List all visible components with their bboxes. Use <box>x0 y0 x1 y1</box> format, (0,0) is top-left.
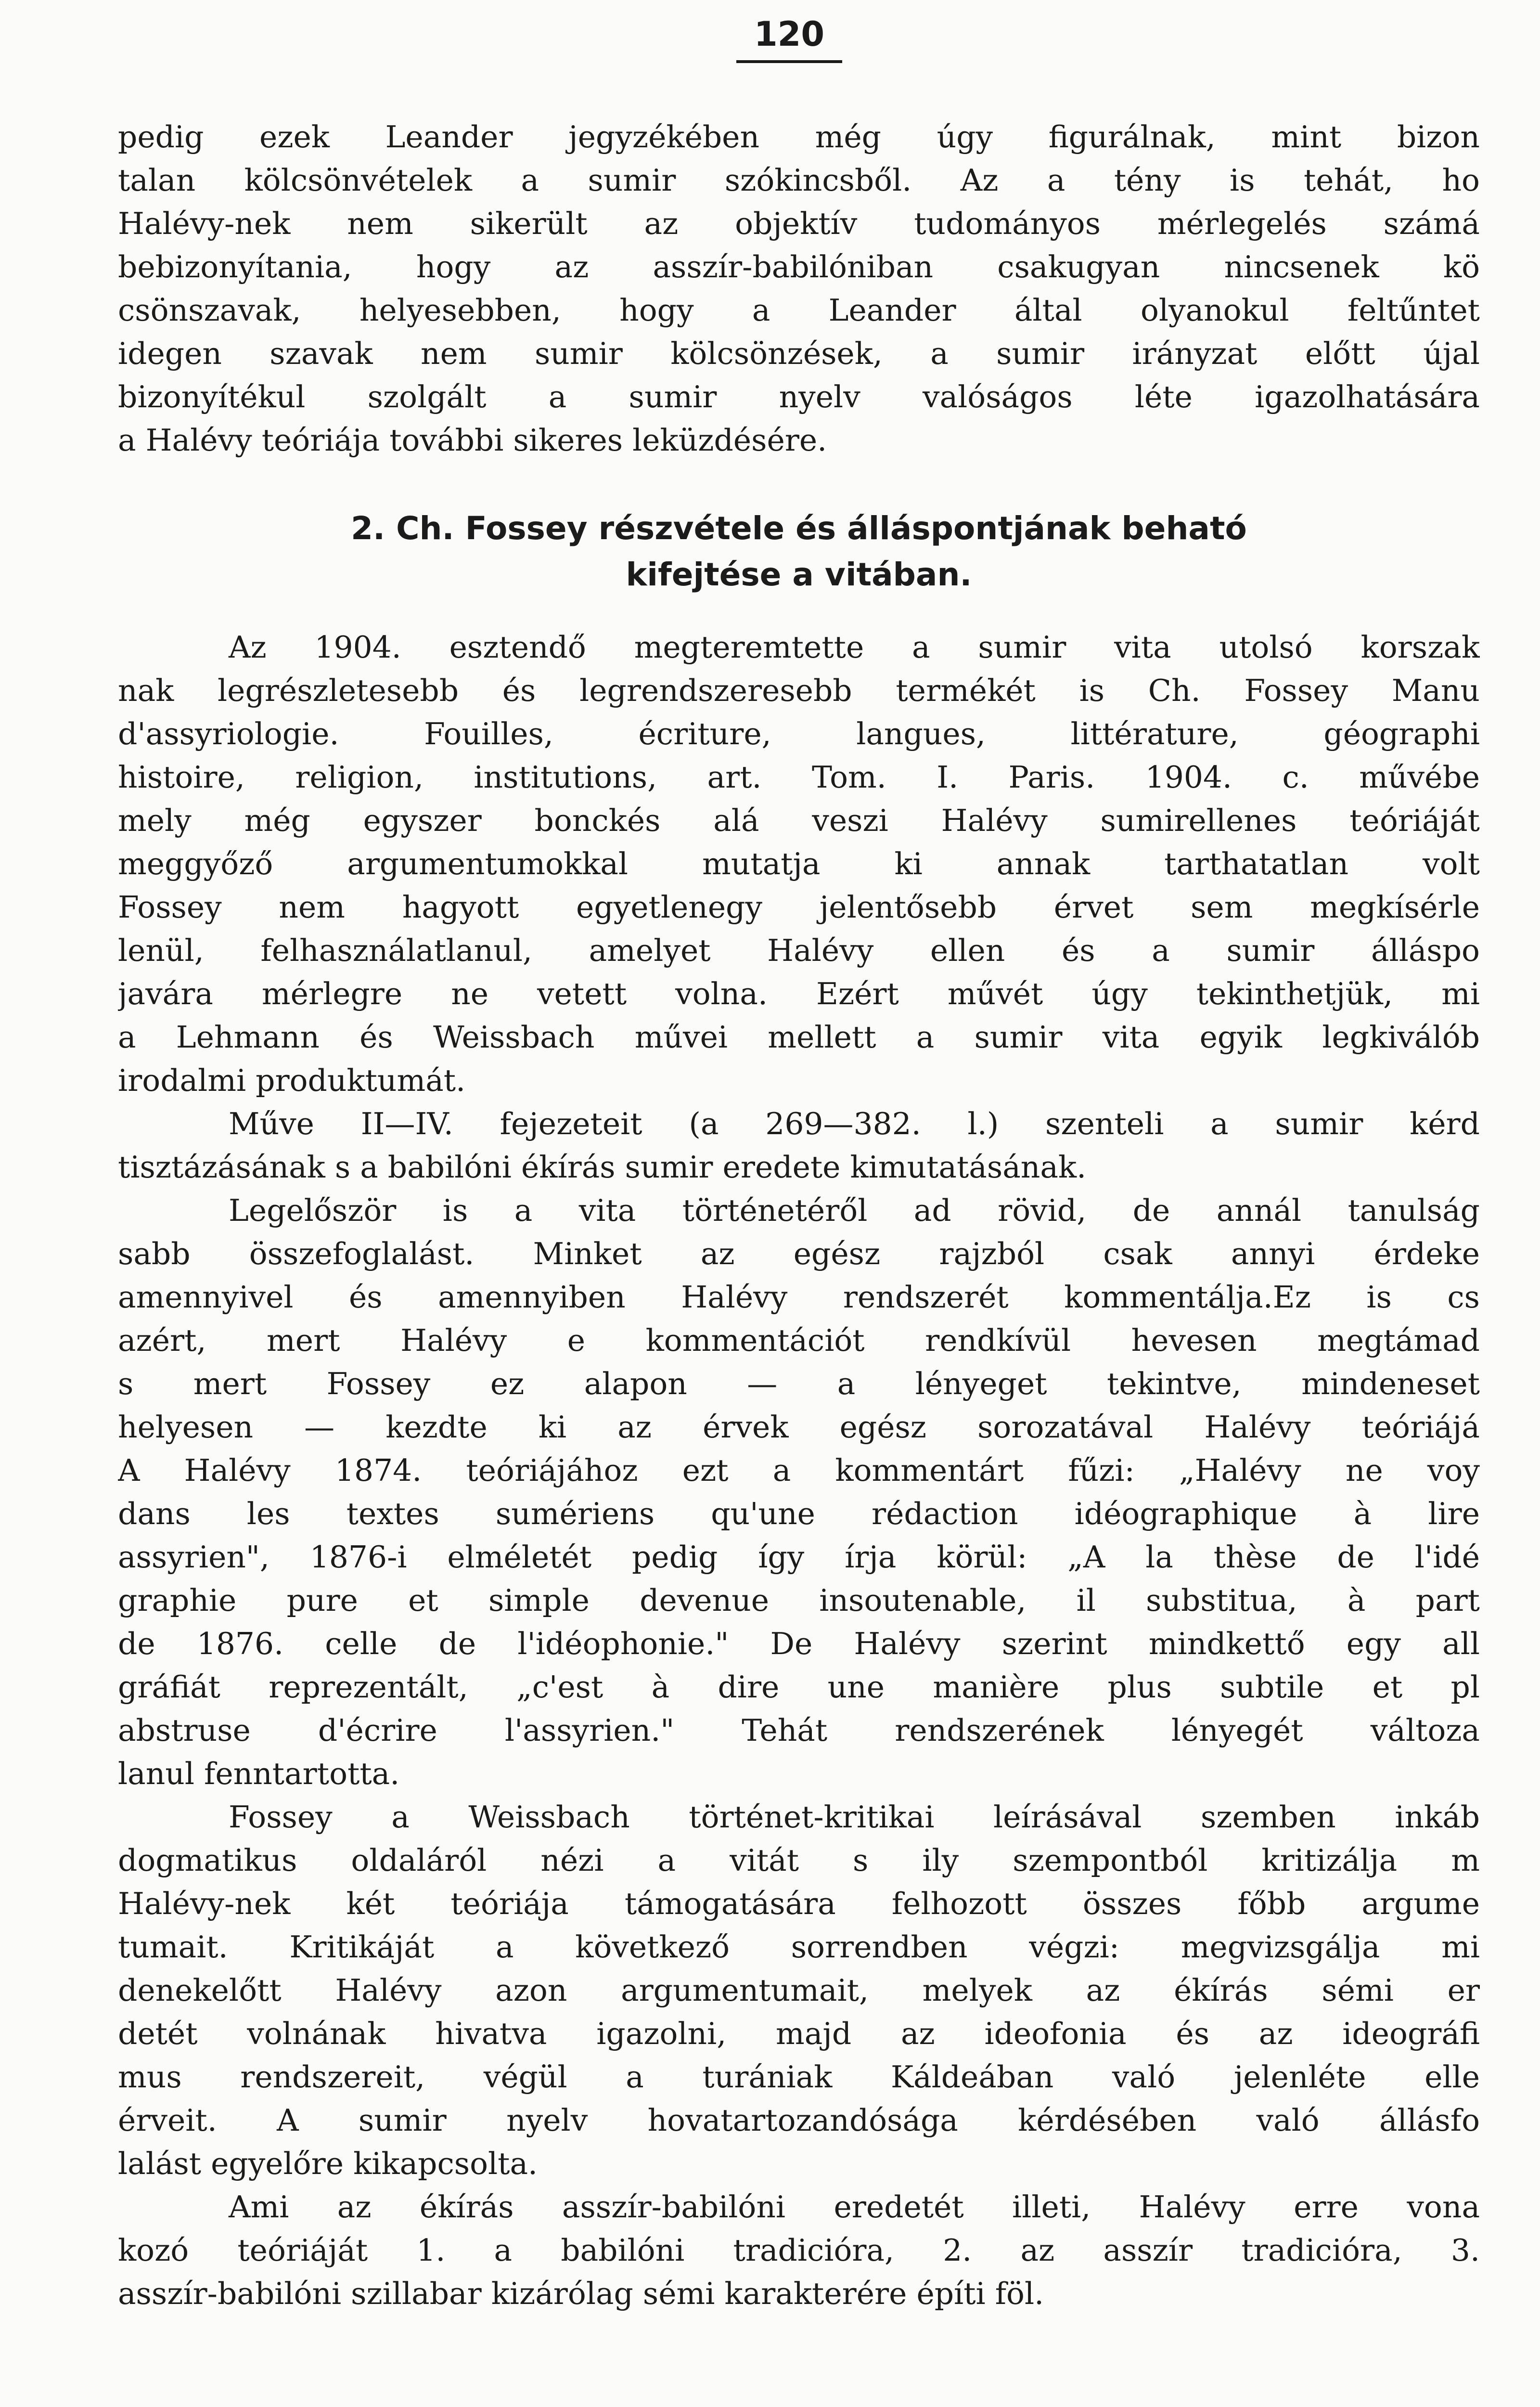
section-heading <box>118 505 1480 598</box>
text-line: mus rendszereit, végül a turániak Káldeában való jelenléte elle <box>118 2059 1480 2095</box>
text-line: javára mérlegre ne vetett volna. Ezért művét úgy tekinthetjük, mi <box>118 976 1480 1011</box>
text-line: talan kölcsönvételek a sumir szókincsből. Az a tény is tehát, ho <box>118 163 1480 198</box>
text-line: A Halévy 1874. teóriájához ezt a kommentárt fűzi: „Halévy ne voy <box>118 1453 1480 1488</box>
text-line: de 1876. celle de l'idéophonie." De Halévy szerint mindkettő egy all <box>118 1626 1480 1661</box>
text-line: helyesen — kezdte ki az érvek egész sorozatával Halévy teóriájá <box>118 1410 1480 1445</box>
text-line: Fossey nem hagyott egyetlenegy jelentősebb érvet sem megkísérle <box>118 890 1480 925</box>
text-line: asszír-babilóni szillabar kizárólag sémi karakterére építi föl. <box>118 2276 1044 2311</box>
heading-line-1: 2. Ch. Fossey részvétele és álláspontjának beható <box>351 510 1247 547</box>
text-line: lalást egyelőre kikapcsolta. <box>118 2146 538 2181</box>
text-line: sabb összefoglalást. Minket az egész rajzból csak annyi érdeke <box>118 1236 1480 1271</box>
text-line: graphie pure et simple devenue insoutenable, il substitua, à part <box>118 1583 1480 1618</box>
text-line: histoire, religion, institutions, art. Tom. I. Paris. 1904. c. művébe <box>118 760 1480 795</box>
text-line: idegen szavak nem sumir kölcsönzések, a sumir irányzat előtt újal <box>118 336 1480 371</box>
text-line: denekelőtt Halévy azon argumentumait, melyek az ékírás sémi er <box>118 1973 1480 2008</box>
text-line: s mert Fossey ez alapon — a lényeget tekintve, mindeneset <box>118 1366 1480 1401</box>
text-line: kozó teóriáját 1. a babilóni tradicióra, 2. az asszír tradicióra, 3. <box>118 2233 1480 2268</box>
text-line: csönszavak, helyesebben, hogy a Leander által olyanokul feltűntet <box>118 293 1480 328</box>
text-line: Halévy-nek nem sikerült az objektív tudományos mérlegelés számá <box>118 206 1480 241</box>
text-line: bebizonyítania, hogy az asszír-babilóniban csakugyan nincsenek kö <box>118 249 1480 285</box>
text-line: amennyivel és amennyiben Halévy rendszerét kommentálja.Ez is cs <box>118 1280 1480 1315</box>
page-number: 120 <box>754 14 825 54</box>
text-line: detét volnának hivatva igazolni, majd az ideofonia és az ideográfi <box>118 2016 1480 2051</box>
body-text <box>118 626 1480 2316</box>
text-line: azért, mert Halévy e kommentációt rendkívül hevesen megtámad <box>118 1323 1480 1358</box>
text-line: meggyőző argumentumokkal mutatja ki annak tarthatatlan volt <box>118 846 1480 881</box>
text-line: abstruse d'écrire l'assyrien." Tehát rendszerének lényegét változa <box>118 1713 1480 1748</box>
text-line: bizonyítékul szolgált a sumir nyelv valóságos léte igazolhatására <box>118 379 1480 414</box>
text-line: Az 1904. esztendő megteremtette a sumir vita utolsó korszak <box>229 630 1480 665</box>
text-line: nak legrészletesebb és legrendszeresebb termékét is Ch. Fossey Manu <box>118 673 1480 708</box>
text-line: gráfiát reprezentált, „c'est à dire une manière plus subtile et pl <box>118 1669 1480 1705</box>
text-line: d'assyriologie. Fouilles, écriture, langues, littérature, géographi <box>118 716 1480 751</box>
text-line: dans les textes sumériens qu'une rédaction idéographique à lire <box>118 1496 1480 1531</box>
text-line: Ami az ékírás asszír-babilóni eredetét illeti, Halévy erre vona <box>229 2189 1480 2225</box>
text-line: Legelőször is a vita történetéről ad rövid, de annál tanulság <box>229 1193 1480 1228</box>
text-line: tumait. Kritikáját a következő sorrendben végzi: megvizsgálja mi <box>118 1929 1480 1965</box>
text-line: tisztázásának s a babilóni ékírás sumir eredete kimutatásának. <box>118 1150 1087 1185</box>
heading-line-2: kifejtése a vitában. <box>626 556 972 593</box>
paragraph-top <box>118 116 1480 462</box>
text-line: pedig ezek Leander jegyzékében még úgy figurálnak, mint bizon <box>118 119 1480 155</box>
text-line: Halévy-nek két teóriája támogatására felhozott összes főbb argume <box>118 1886 1480 1921</box>
text-line: lanul fenntartotta. <box>118 1756 400 1791</box>
text-line: lenül, felhasználatlanul, amelyet Halévy ellen és a sumir álláspo <box>118 933 1480 968</box>
page-number-rule <box>736 60 842 63</box>
text-line: assyrien", 1876-i elméletét pedig így írja körül: „A la thèse de l'idé <box>118 1540 1480 1575</box>
text-line: irodalmi produktumát. <box>118 1063 466 1098</box>
text-line: dogmatikus oldaláról nézi a vitát s ily szempontból kritizálja m <box>118 1843 1480 1878</box>
text-line: mely még egyszer bonckés alá veszi Halévy sumirellenes teóriáját <box>118 803 1480 838</box>
text-line: a Halévy teóriája további sikeres leküzdésére. <box>118 423 827 458</box>
text-line: Fossey a Weissbach történet-kritikai leírásával szemben inkáb <box>229 1799 1480 1835</box>
text-line: Műve II—IV. fejezeteit (a 269—382. l.) szenteli a sumir kérd <box>229 1106 1480 1141</box>
text-line: érveit. A sumir nyelv hovatartozandósága kérdésében való állásfo <box>118 2103 1480 2138</box>
text-line: a Lehmann és Weissbach művei mellett a sumir vita egyik legkiválób <box>118 1020 1480 1055</box>
